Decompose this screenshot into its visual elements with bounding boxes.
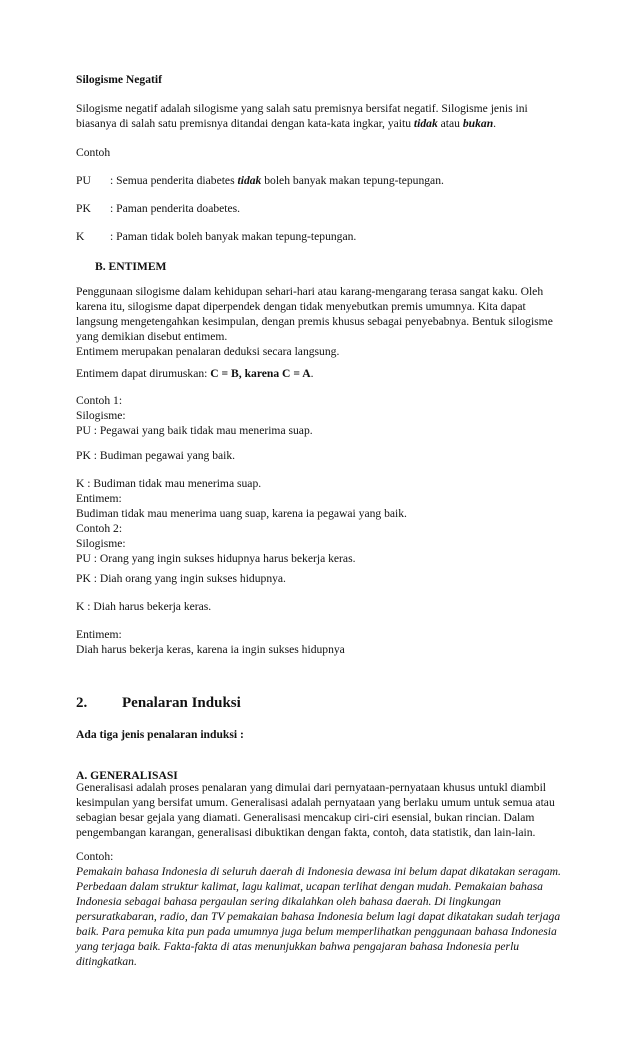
- emphasis-bukan: bukan: [462, 117, 494, 130]
- text-line: PU : Orang yang ingin sukses hidupnya harus bekerja keras.: [76, 552, 356, 565]
- text-line: Contoh 1:: [76, 394, 123, 407]
- text-line: Entimem:: [76, 628, 122, 641]
- emphasis-tidak: tidak: [413, 117, 438, 130]
- text-line: yang terjaga baik. Fakta-fakta di atas menunjukkan bahwa pengajaran bahasa Indonesia perlu: [76, 940, 520, 953]
- text-span: : Paman penderita doabetes.: [110, 202, 241, 215]
- generalisasi-example-paragraph: [76, 864, 576, 969]
- premise-pu: [76, 173, 576, 188]
- contoh-1-block: [76, 393, 576, 438]
- text-line: pengembangan karangan, generalisasi dibuktikan dengan fakta, contoh, data statistik, dan lain-lain.: [76, 826, 536, 839]
- text-line: karena itu, silogisme dapat diperpendek dengan tidak menyebutkan premis umumnya. Kita dapat: [76, 300, 526, 313]
- text-line: Diah harus bekerja keras, karena ia ingin sukses hidupnya: [76, 643, 345, 656]
- text-span: .: [310, 367, 314, 380]
- text-span: Entimem dapat dirumuskan:: [76, 367, 211, 380]
- text-span: : Paman tidak boleh banyak makan tepung-tepungan.: [110, 230, 357, 243]
- text-line: Perbedaan dalam struktur kalimat, lagu kalimat, ucapan terlihat dengan mudah. Pemakaian bahasa: [76, 880, 543, 893]
- text-span: boleh banyak makan tepung-tepungan.: [261, 174, 444, 187]
- premise-label: PU: [76, 174, 91, 187]
- text-line: langsung mengetengahkan kesimpulan, dengan premis khusus sebagai penyebabnya. Bentuk silogisme: [76, 315, 553, 328]
- section-title-silogisme-negatif: Silogisme Negatif: [76, 73, 162, 86]
- paragraph-generalisasi: [76, 780, 576, 840]
- premise-label: PK: [76, 202, 91, 215]
- text-line: Entimem merupakan penalaran deduksi secara langsung.: [76, 345, 340, 358]
- contoh-2-k: K : Diah harus bekerja keras.: [76, 600, 212, 613]
- text-line: kesimpulan yang bersifat umum. Generalisasi adalah pernyataan yang berlaku umum untuk semua atau: [76, 796, 555, 809]
- contoh-1-pk: PK : Budiman pegawai yang baik.: [76, 449, 236, 462]
- text-line: baik. Para pemuka kita pun pada umumnya juga belum memperlihatkan penggunaan bahasa Indonesia: [76, 925, 557, 938]
- text-line: ditingkatkan.: [76, 955, 137, 968]
- text-line: Silogisme:: [76, 409, 126, 422]
- contoh-2-pk: PK : Diah orang yang ingin sukses hidupnya.: [76, 572, 286, 585]
- section-heading-generalisasi: A. GENERALISASI: [76, 769, 178, 782]
- text-line: sebagian besar gejala yang diamati. Generalisasi mencakup ciri-ciri esensial, bukan rincian. Dalam: [76, 811, 535, 824]
- text-line: Silogisme:: [76, 537, 126, 550]
- generalisasi-contoh-label: Contoh:: [76, 850, 114, 863]
- section-number: 2.: [76, 695, 88, 711]
- text-line: K : Budiman tidak mau menerima suap.: [76, 477, 262, 490]
- text-line: Entimem:: [76, 492, 122, 505]
- text-line: Contoh 2:: [76, 522, 123, 535]
- premise-label: K: [76, 230, 85, 243]
- text-line: yang demikian disebut entimem.: [76, 330, 228, 343]
- conclusion-k: [76, 229, 576, 244]
- text-line: PU : Pegawai yang baik tidak mau menerima suap.: [76, 424, 313, 437]
- subtitle-jenis-induksi: Ada tiga jenis penalaran induksi :: [76, 728, 244, 741]
- text-span: : Semua penderita diabetes: [110, 174, 238, 187]
- formula: C = B, karena C = A: [210, 367, 311, 380]
- paragraph-silogisme-negatif: [76, 101, 576, 131]
- contoh-1-k-block: [76, 476, 576, 566]
- section-heading-entimem: B. ENTIMEM: [95, 260, 167, 273]
- text-line: [76, 116, 576, 131]
- text-line: persuratkabaran, radio, dan TV pemakaian bahasa Indonesia belum lagi dapat dikatakan sudah terjaga: [76, 910, 561, 923]
- text-line: Generalisasi adalah proses penalaran yang dimulai dari pernyataan-pernyataan khusus untukl diambil: [76, 781, 547, 794]
- entimem-formula: [76, 366, 576, 381]
- section-title: Penalaran Induksi: [122, 695, 241, 711]
- text-line: Budiman tidak mau menerima uang suap, karena ia pegawai yang baik.: [76, 507, 407, 520]
- text-line: Indonesia sebagai bahasa pergaulan sering dikalahkan oleh bahasa daerah. Di lingkungan: [76, 895, 501, 908]
- contoh-label: Contoh: [76, 146, 111, 159]
- text-span: atau: [437, 117, 463, 130]
- text-line: Penggunaan silogisme dalam kehidupan sehari-hari atau karang-mengarang terasa sangat kaku. Oleh: [76, 285, 544, 298]
- contoh-2-entimem: [76, 627, 576, 657]
- text-span: biasanya di salah satu premisnya ditandai dengan kata-kata ingkar, yaitu: [76, 117, 414, 130]
- text-line: Silogisme negatif adalah silogisme yang salah satu premisnya bersifat negatif. Silogisme jenis ini: [76, 102, 528, 115]
- text-span: .: [493, 117, 497, 130]
- section-heading-penalaran-induksi: [76, 696, 576, 711]
- premise-pk: [76, 201, 576, 216]
- emphasis-tidak: tidak: [237, 174, 262, 187]
- paragraph-entimem: [76, 284, 576, 359]
- text-line: Pemakain bahasa Indonesia di seluruh daerah di Indonesia dewasa ini belum dapat dikatakan seragam.: [76, 865, 561, 878]
